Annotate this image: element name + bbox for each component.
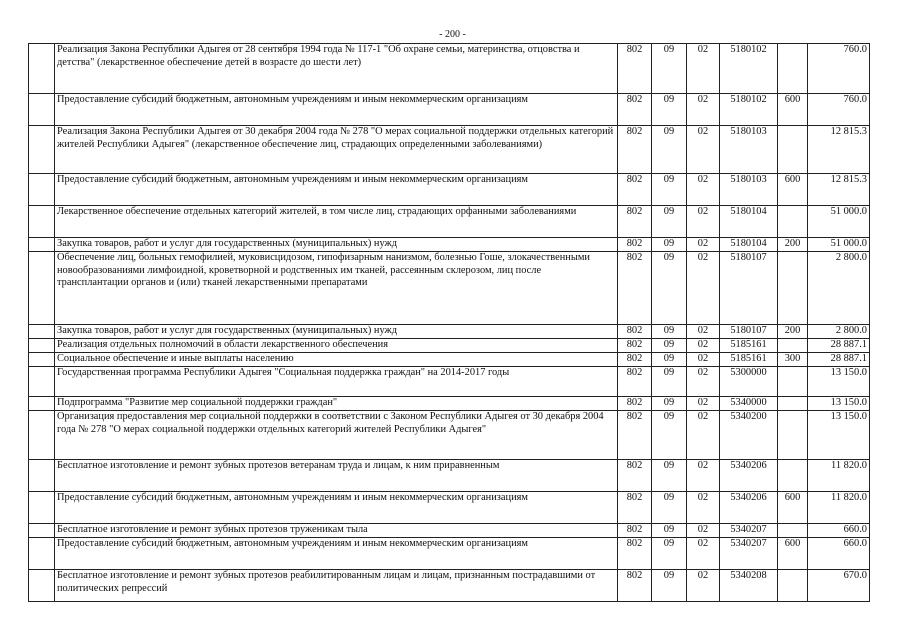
row-margin-cell [29,411,55,460]
table-row [29,238,870,252]
row-target-article-code: 5180104 [720,238,778,252]
table-row [29,411,870,460]
row-amount: 660.0 [808,524,870,538]
row-subsection-code: 02 [687,44,720,94]
row-subsection-code: 02 [687,252,720,325]
row-description: Предоставление субсидий бюджетным, автономным учреждениям и иным некоммерческим организациям [55,538,618,570]
row-amount: 28 887.1 [808,339,870,353]
row-target-article-code: 5180107 [720,325,778,339]
row-amount: 12 815.3 [808,126,870,174]
row-amount: 11 820.0 [808,460,870,492]
row-department-code: 802 [618,367,652,397]
table-row [29,126,870,174]
table-row [29,353,870,367]
row-expense-type-code: 200 [778,238,808,252]
row-expense-type-code: 300 [778,353,808,367]
row-margin-cell [29,44,55,94]
row-margin-cell [29,367,55,397]
row-expense-type-code [778,411,808,460]
row-expense-type-code [778,524,808,538]
row-margin-cell [29,206,55,238]
row-subsection-code: 02 [687,367,720,397]
row-amount: 51 000.0 [808,238,870,252]
table-row [29,538,870,570]
row-section-code: 09 [652,524,687,538]
row-department-code: 802 [618,126,652,174]
row-description: Бесплатное изготовление и ремонт зубных протезов ветеранам труда и лицам, к ним приравненным [55,460,618,492]
row-section-code: 09 [652,44,687,94]
row-target-article-code: 5180107 [720,252,778,325]
row-margin-cell [29,238,55,252]
row-description: Реализация Закона Республики Адыгея от 28 сентября 1994 года № 117-1 "Об охране семьи, материнства, отцовства и детства" (лекарственное обеспечение детей в возрасте до шести лет) [55,44,618,94]
row-subsection-code: 02 [687,570,720,602]
row-target-article-code: 5180103 [720,174,778,206]
table-row [29,492,870,524]
row-department-code: 802 [618,538,652,570]
row-target-article-code: 5180102 [720,94,778,126]
table-row [29,339,870,353]
row-target-article-code: 5340000 [720,397,778,411]
row-expense-type-code [778,570,808,602]
table-row [29,206,870,238]
table-row [29,44,870,94]
row-margin-cell [29,325,55,339]
row-department-code: 802 [618,411,652,460]
row-subsection-code: 02 [687,206,720,238]
row-subsection-code: 02 [687,524,720,538]
row-section-code: 09 [652,367,687,397]
row-amount: 28 887.1 [808,353,870,367]
row-amount: 760.0 [808,44,870,94]
row-description: Бесплатное изготовление и ремонт зубных протезов реабилитированным лицам и лицам, признанным пострадавшими от политических репрессий [55,570,618,602]
row-target-article-code: 5340208 [720,570,778,602]
row-subsection-code: 02 [687,411,720,460]
row-subsection-code: 02 [687,325,720,339]
table-row [29,570,870,602]
table-row [29,367,870,397]
row-expense-type-code [778,367,808,397]
row-section-code: 09 [652,570,687,602]
row-department-code: 802 [618,492,652,524]
row-department-code: 802 [618,325,652,339]
row-subsection-code: 02 [687,460,720,492]
row-description: Реализация отдельных полномочий в области лекарственного обеспечения [55,339,618,353]
row-amount: 13 150.0 [808,411,870,460]
row-subsection-code: 02 [687,339,720,353]
row-subsection-code: 02 [687,238,720,252]
row-margin-cell [29,252,55,325]
row-description: Предоставление субсидий бюджетным, автономным учреждениям и иным некоммерческим организациям [55,174,618,206]
table-row [29,397,870,411]
row-section-code: 09 [652,94,687,126]
row-expense-type-code [778,397,808,411]
row-expense-type-code: 600 [778,174,808,206]
row-section-code: 09 [652,325,687,339]
row-target-article-code: 5340200 [720,411,778,460]
row-subsection-code: 02 [687,174,720,206]
row-subsection-code: 02 [687,397,720,411]
row-department-code: 802 [618,252,652,325]
row-expense-type-code: 600 [778,94,808,126]
row-amount: 51 000.0 [808,206,870,238]
row-target-article-code: 5340207 [720,538,778,570]
row-department-code: 802 [618,353,652,367]
table-row [29,325,870,339]
page-number: - 200 - [439,29,466,40]
row-description: Бесплатное изготовление и ремонт зубных протезов труженикам тыла [55,524,618,538]
row-expense-type-code [778,460,808,492]
row-margin-cell [29,174,55,206]
row-target-article-code: 5340207 [720,524,778,538]
row-expense-type-code [778,206,808,238]
row-section-code: 09 [652,206,687,238]
table-row [29,94,870,126]
row-amount: 760.0 [808,94,870,126]
row-margin-cell [29,570,55,602]
row-expense-type-code: 600 [778,492,808,524]
row-section-code: 09 [652,460,687,492]
row-target-article-code: 5185161 [720,353,778,367]
row-section-code: 09 [652,252,687,325]
row-subsection-code: 02 [687,353,720,367]
row-section-code: 09 [652,339,687,353]
row-department-code: 802 [618,339,652,353]
row-target-article-code: 5180102 [720,44,778,94]
row-target-article-code: 5185161 [720,339,778,353]
row-subsection-code: 02 [687,538,720,570]
row-target-article-code: 5340206 [720,460,778,492]
row-target-article-code: 5300000 [720,367,778,397]
row-description: Закупка товаров, работ и услуг для государственных (муниципальных) нужд [55,238,618,252]
row-margin-cell [29,460,55,492]
row-target-article-code: 5340206 [720,492,778,524]
row-department-code: 802 [618,397,652,411]
row-section-code: 09 [652,238,687,252]
row-section-code: 09 [652,353,687,367]
table-row [29,460,870,492]
row-expense-type-code [778,126,808,174]
row-department-code: 802 [618,44,652,94]
row-expense-type-code [778,44,808,94]
row-margin-cell [29,538,55,570]
row-department-code: 802 [618,238,652,252]
row-section-code: 09 [652,126,687,174]
row-amount: 2 800.0 [808,252,870,325]
row-description: Подпрограмма "Развитие мер социальной поддержки граждан" [55,397,618,411]
row-description: Предоставление субсидий бюджетным, автономным учреждениям и иным некоммерческим организациям [55,94,618,126]
row-description: Закупка товаров, работ и услуг для государственных (муниципальных) нужд [55,325,618,339]
row-expense-type-code: 600 [778,538,808,570]
row-margin-cell [29,524,55,538]
row-section-code: 09 [652,538,687,570]
row-target-article-code: 5180103 [720,126,778,174]
row-department-code: 802 [618,570,652,602]
row-section-code: 09 [652,174,687,206]
row-department-code: 802 [618,94,652,126]
table-row [29,524,870,538]
row-department-code: 802 [618,174,652,206]
row-description: Государственная программа Республики Адыгея "Социальная поддержка граждан" на 2014-2017 годы [55,367,618,397]
row-amount: 13 150.0 [808,367,870,397]
row-margin-cell [29,492,55,524]
row-description: Лекарственное обеспечение отдельных категорий жителей, в том числе лиц, страдающих орфанными заболеваниями [55,206,618,238]
row-department-code: 802 [618,460,652,492]
row-margin-cell [29,94,55,126]
row-amount: 670.0 [808,570,870,602]
row-description: Предоставление субсидий бюджетным, автономным учреждениям и иным некоммерческим организациям [55,492,618,524]
table-row [29,252,870,325]
budget-table [28,43,870,602]
row-amount: 2 800.0 [808,325,870,339]
row-subsection-code: 02 [687,94,720,126]
row-expense-type-code [778,339,808,353]
row-department-code: 802 [618,524,652,538]
row-margin-cell [29,339,55,353]
row-expense-type-code: 200 [778,325,808,339]
row-amount: 12 815.3 [808,174,870,206]
row-description: Реализация Закона Республики Адыгея от 30 декабря 2004 года № 278 "О мерах социальной поддержки отдельных категорий жителей Республики Адыгея" (лекарственное обеспечение лиц, страдающих определенными заболеваниями) [55,126,618,174]
row-subsection-code: 02 [687,126,720,174]
row-margin-cell [29,397,55,411]
row-target-article-code: 5180104 [720,206,778,238]
row-description: Организация предоставления мер социальной поддержки в соответствии с Законом Республики Адыгея от 30 декабря 2004 года № 278 "О мерах социальной поддержки отдельных категорий жителей Республики Адыгея" [55,411,618,460]
row-description: Обеспечение лиц, больных гемофилией, муковисцидозом, гипофизарным нанизмом, болезнью Гоше, злокачественными новообразованиями лимфоидной, кроветворной и родственных им тканей, рассеянным склерозом, лиц после трансплантации органов и (или) тканей лекарственными препаратами [55,252,618,325]
row-expense-type-code [778,252,808,325]
row-department-code: 802 [618,206,652,238]
row-section-code: 09 [652,411,687,460]
row-margin-cell [29,353,55,367]
row-description: Социальное обеспечение и иные выплаты населению [55,353,618,367]
table-row [29,174,870,206]
row-section-code: 09 [652,397,687,411]
row-margin-cell [29,126,55,174]
row-amount: 11 820.0 [808,492,870,524]
row-amount: 660.0 [808,538,870,570]
row-section-code: 09 [652,492,687,524]
row-subsection-code: 02 [687,492,720,524]
row-amount: 13 150.0 [808,397,870,411]
